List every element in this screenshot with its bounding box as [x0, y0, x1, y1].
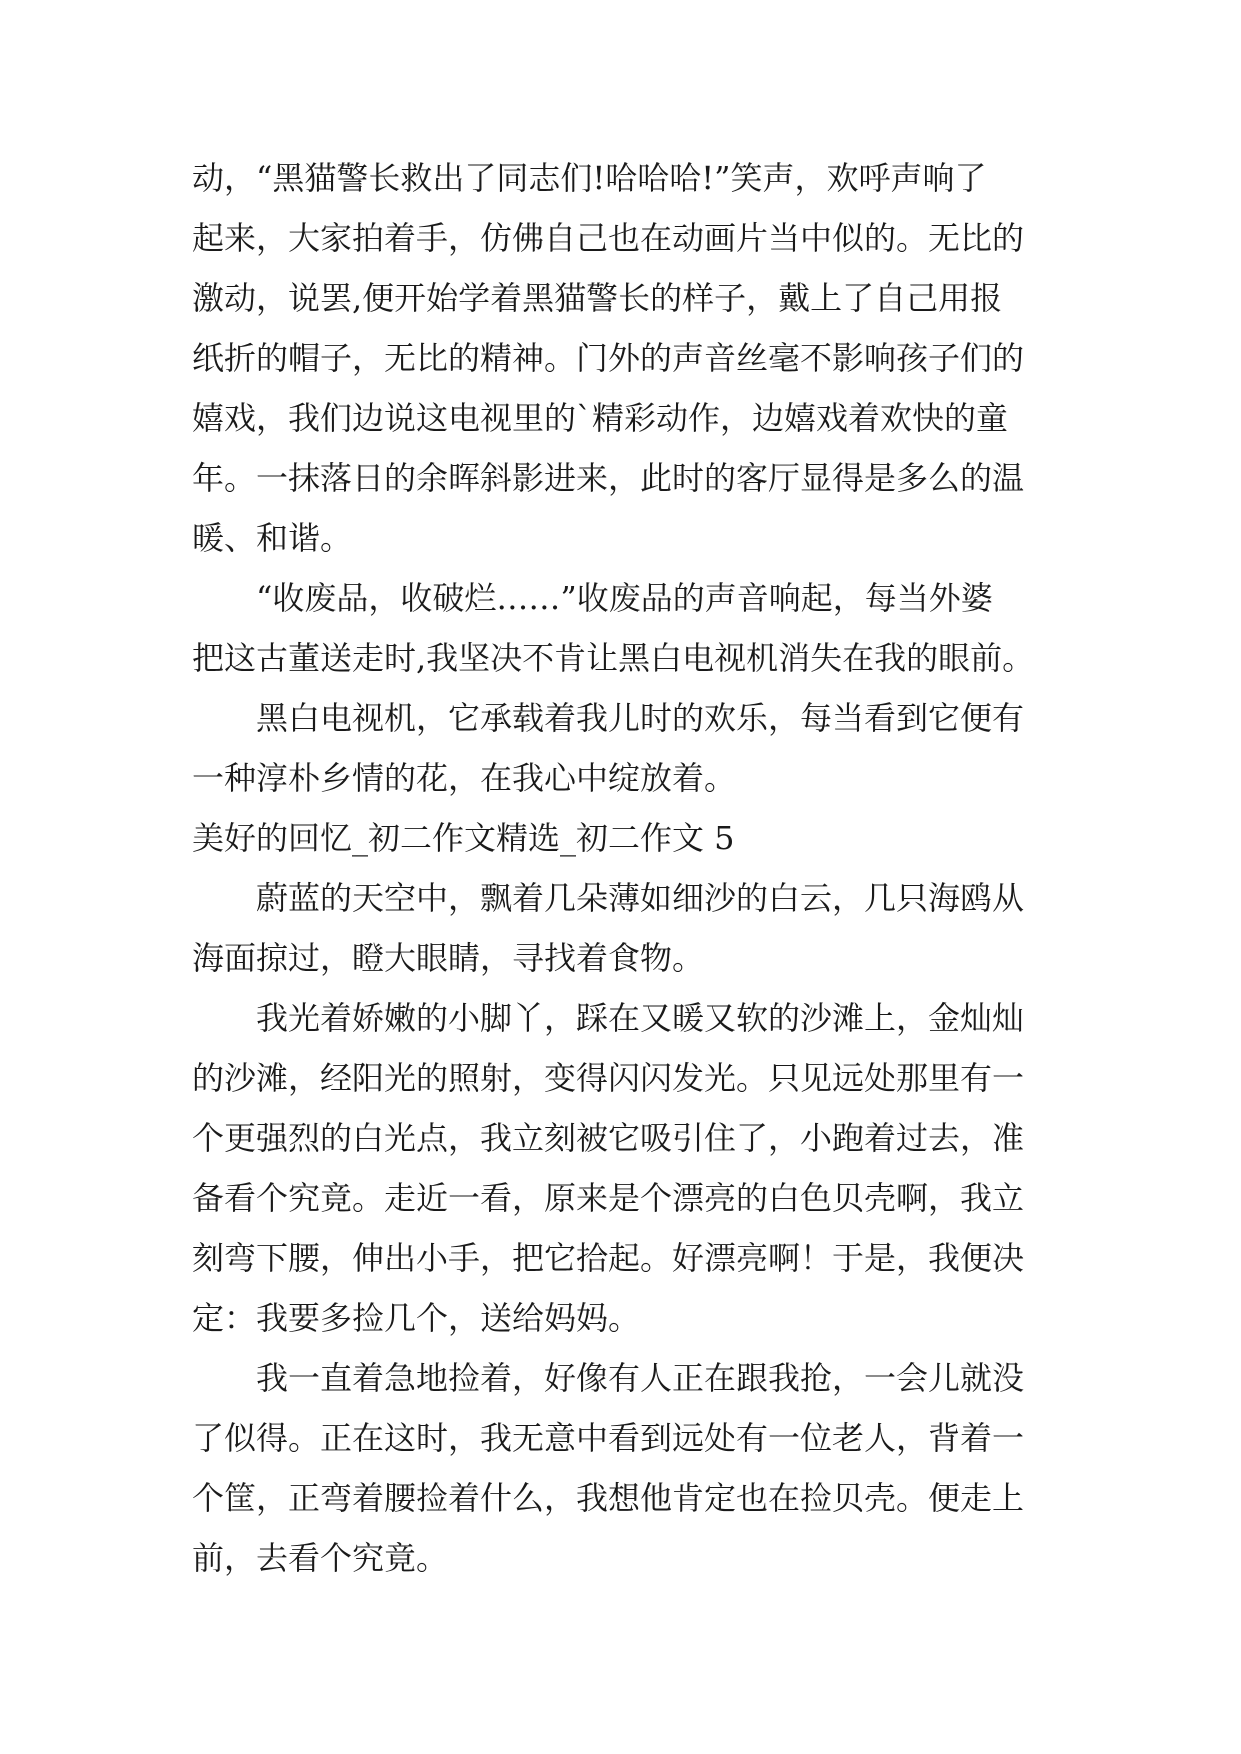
text-line: 个筐，正弯着腰捡着什么，我想他肯定也在捡贝壳。便走上: [192, 1479, 1025, 1517]
text-line: 嬉戏，我们边说这电视里的`精彩动作，边嬉戏着欢快的童: [192, 399, 1009, 437]
text-line: 一种淳朴乡情的花，在我心中绽放着。: [192, 759, 737, 797]
text-line: 起来，大家拍着手，仿佛自己也在动画片当中似的。无比的: [192, 219, 1025, 257]
text-line: 动，“黑猫警长救出了同志们!哈哈哈!”笑声，欢呼声响了: [192, 159, 987, 197]
text-line: 蔚蓝的天空中，飘着几朵薄如细沙的白云，几只海鸥从: [256, 879, 1025, 917]
text-line: 个更强烈的白光点，我立刻被它吸引住了，小跑着过去，准: [192, 1119, 1025, 1157]
text-line: 了似得。正在这时，我无意中看到远处有一位老人，背着一: [192, 1419, 1025, 1457]
text-line: 年。一抹落日的余晖斜影进来，此时的客厅显得是多么的温: [192, 459, 1025, 497]
text-line: 备看个究竟。走近一看，原来是个漂亮的白色贝壳啊，我立: [192, 1179, 1025, 1217]
text-line: 黑白电视机，它承载着我儿时的欢乐，每当看到它便有: [256, 699, 1025, 737]
text-line: 暖、和谐。: [192, 519, 353, 557]
text-line: 刻弯下腰，伸出小手，把它拾起。好漂亮啊！于是，我便决: [192, 1239, 1025, 1277]
text-line: “收废品，收破烂……”收废品的声音响起，每当外婆: [256, 579, 993, 617]
text-line: 我一直着急地捡着，好像有人正在跟我抢，一会儿就没: [256, 1359, 1025, 1397]
text-line: 的沙滩，经阳光的照射，变得闪闪发光。只见远处那里有一: [192, 1059, 1025, 1097]
text-line: 纸折的帽子，无比的精神。门外的声音丝毫不影响孩子们的: [192, 339, 1025, 377]
text-line: 我光着娇嫩的小脚丫，踩在又暖又软的沙滩上，金灿灿: [256, 999, 1025, 1037]
text-line: 前，去看个究竟。: [192, 1539, 449, 1577]
section-heading: 美好的回忆_初二作文精选_初二作文 5: [192, 819, 735, 857]
text-line: 把这古董送走时,我坚决不肯让黑白电视机消失在我的眼前。: [192, 639, 1035, 677]
text-line: 定：我要多捡几个，送给妈妈。: [192, 1299, 641, 1337]
text-line: 海面掠过，瞪大眼睛，寻找着食物。: [192, 939, 705, 977]
text-line: 激动，说罢,便开始学着黑猫警长的样子，戴上了自己用报: [192, 279, 1003, 317]
